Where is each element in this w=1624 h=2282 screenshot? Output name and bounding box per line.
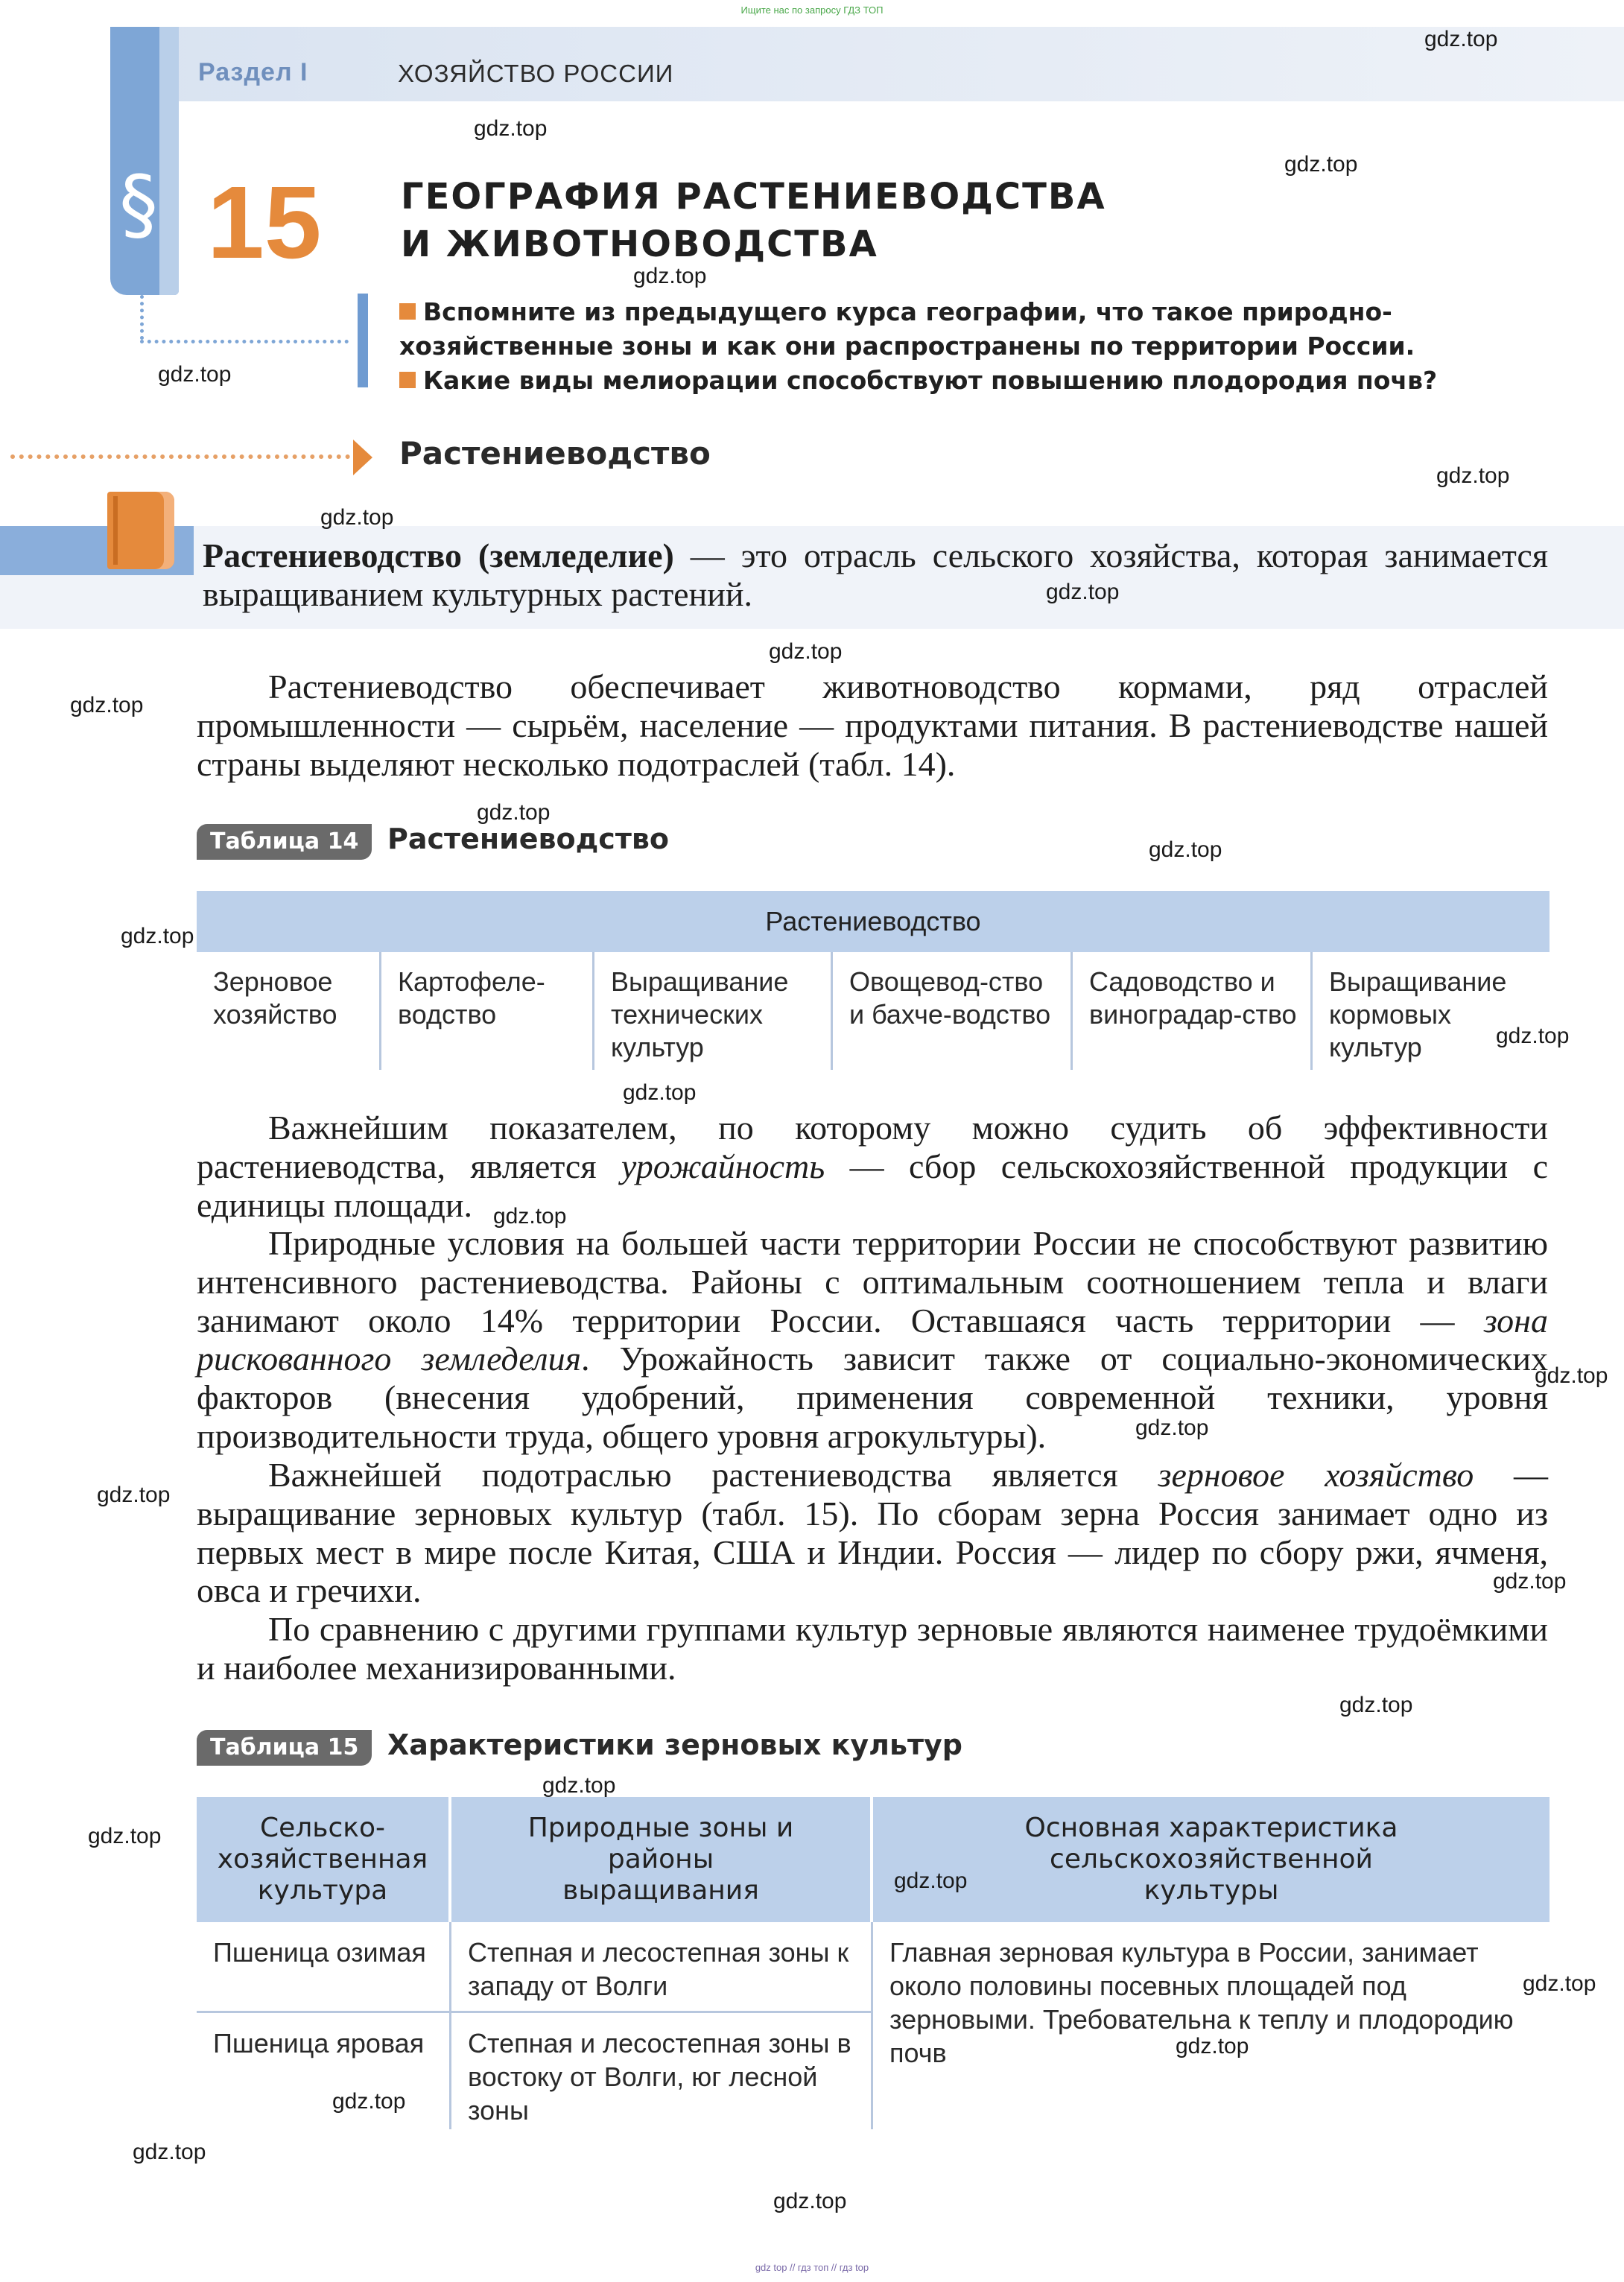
arrow-right-icon bbox=[353, 440, 372, 475]
watermark: gdz.top bbox=[1149, 837, 1222, 862]
recall-bar bbox=[358, 294, 368, 387]
table-header: Растениеводство bbox=[197, 891, 1550, 952]
table-cell: Пшеница озимая bbox=[197, 1922, 449, 2013]
watermark: gdz.top bbox=[88, 1824, 162, 1848]
table-cell: Садоводство и виноградар-ство bbox=[1073, 952, 1313, 1070]
recall-questions bbox=[399, 295, 1517, 398]
table-column bbox=[451, 1922, 873, 2129]
subheading: Растениеводство bbox=[399, 435, 711, 472]
watermark: gdz.top bbox=[1135, 1416, 1209, 1440]
table-cell: Степная и лесостепная зоны в востоку от Волги, юг лесной зоны bbox=[468, 2028, 851, 2126]
header-band bbox=[142, 27, 1624, 101]
watermark: gdz.top bbox=[894, 1869, 968, 1893]
watermark: gdz.top bbox=[97, 1483, 171, 1507]
book-icon bbox=[107, 492, 174, 569]
watermark: gdz.top bbox=[493, 1204, 567, 1229]
bottom-note: gdz top // гдз топ // гдз top bbox=[755, 2262, 869, 2273]
table-15 bbox=[197, 1797, 1550, 2129]
recall-question: Какие виды мелиорации способствуют повышению плодородия почв? bbox=[399, 364, 1517, 398]
watermark: gdz.top bbox=[133, 2140, 206, 2164]
paragraph: По сравнению с другими группами культур зерновые являются наименее трудоёмкими и наиболее механизированными. bbox=[197, 1610, 1548, 1687]
bullet-square-icon bbox=[399, 303, 416, 320]
top-note: Ищите нас по запросу ГДЗ ТОП bbox=[740, 4, 884, 16]
watermark: gdz.top bbox=[1523, 1971, 1596, 1996]
chapter-title-line2: И ЖИВОТНОВОДСТВА bbox=[401, 224, 878, 265]
table-cell: Выращивание технических культур bbox=[594, 952, 833, 1070]
section-label: Раздел I bbox=[198, 58, 308, 86]
watermark: gdz.top bbox=[1535, 1363, 1608, 1388]
definition bbox=[203, 536, 1548, 614]
bullet-square-icon bbox=[399, 372, 416, 388]
table-cell: Зерновое хозяйство bbox=[197, 952, 381, 1070]
decor-dotted-line bbox=[10, 454, 350, 459]
watermark: gdz.top bbox=[1339, 1693, 1413, 1717]
paragraph: Природные условия на большей части территории России не способствуют развитию интенсивного растениеводства. Районы с оптимальным соотношением тепла и влаги занимают около 14% территории России. Оставшаяся часть территории — зона рискованного земледелия. Урожайность зависит также от социально-экономических факторов (внесения удобрений, применения современной техники, уровня производительности труда, общего уровня агрокультуры). bbox=[197, 1224, 1548, 1455]
section-title: ХОЗЯЙСТВО РОССИИ bbox=[398, 60, 674, 87]
table-label: Таблица 15 bbox=[197, 1730, 372, 1766]
chapter-title-line1: ГЕОГРАФИЯ РАСТЕНИЕВОДСТВА bbox=[401, 176, 1106, 218]
table-cell: Главная зерновая культура в России, занимает около половины посевных площадей под зерновыми. Требовательна к теплу и плодородию почв bbox=[889, 1937, 1514, 2068]
table-title: Растениеводство bbox=[387, 823, 670, 855]
decor-dotted-line bbox=[140, 340, 349, 343]
watermark: gdz.top bbox=[1496, 1024, 1570, 1048]
watermark: gdz.top bbox=[769, 639, 843, 664]
table-label: Таблица 14 bbox=[197, 824, 372, 860]
watermark: gdz.top bbox=[158, 362, 232, 387]
table-row bbox=[197, 952, 1550, 1070]
table-header-cell: Основная характеристика сельскохозяйственной культуры bbox=[1024, 1813, 1398, 1906]
table-column bbox=[873, 1922, 1550, 2129]
watermark: gdz.top bbox=[633, 264, 707, 288]
term: зона рискованного земледелия bbox=[197, 1301, 1548, 1378]
watermark: gdz.top bbox=[1424, 27, 1498, 51]
table-cell: Пшеница яровая bbox=[213, 2028, 425, 2058]
table-cell: Выращивание кормовых культур bbox=[1329, 966, 1507, 1062]
table-cell: Овощевод-ство и бахче-водство bbox=[833, 952, 1073, 1070]
chapter-title bbox=[401, 173, 1106, 268]
watermark: gdz.top bbox=[474, 116, 548, 141]
watermark: gdz.top bbox=[320, 505, 394, 530]
decor-dotted-line bbox=[140, 295, 144, 340]
recall-question: Вспомните из предыдущего курса географии, что такое природно-хозяйственные зоны и как они распространены по территории России. bbox=[399, 297, 1415, 361]
watermark: gdz.top bbox=[1046, 580, 1120, 604]
watermark: gdz.top bbox=[332, 2089, 406, 2114]
watermark: gdz.top bbox=[1284, 152, 1358, 177]
paragraph-sign: § bbox=[119, 159, 158, 250]
table-14 bbox=[197, 891, 1550, 1070]
paragraph: Важнейшей подотраслью растениеводства является зерновое хозяйство — выращивание зерновых культур (табл. 15). По сборам зерна Россия занимает одно из первых мест в мире после Китая, США и Индии. Россия — лидер по сбору ржи, ячменя, овса и гречихи. bbox=[197, 1456, 1548, 1610]
table-cell: Картофеле-водство bbox=[381, 952, 594, 1070]
table-title: Характеристики зерновых культур bbox=[387, 1728, 963, 1761]
chapter-number: 15 bbox=[207, 165, 322, 280]
watermark: gdz.top bbox=[121, 924, 194, 948]
table-column bbox=[197, 1922, 451, 2129]
watermark: gdz.top bbox=[70, 693, 144, 717]
watermark: gdz.top bbox=[773, 2189, 847, 2213]
watermark: gdz.top bbox=[1176, 2034, 1249, 2058]
table-header-cell: Природные зоны и районы выращивания bbox=[451, 1797, 873, 1922]
watermark: gdz.top bbox=[542, 1773, 616, 1798]
definition-term: Растениеводство (земледелие) bbox=[203, 536, 674, 574]
paragraph: Важнейшим показателем, по которому можно судить об эффективности растениеводства, является урожайность — сбор сельскохозяйственной продукции с единицы площади. bbox=[197, 1109, 1548, 1224]
table-header-row bbox=[197, 1797, 1550, 1922]
table-cell: Степная и лесостепная зоны к западу от Волги bbox=[451, 1922, 871, 2013]
term: зерновое хозяйство bbox=[1158, 1456, 1474, 1494]
watermark: gdz.top bbox=[1436, 463, 1510, 488]
watermark: gdz.top bbox=[1493, 1569, 1567, 1594]
watermark: gdz.top bbox=[477, 800, 551, 825]
term: урожайность bbox=[621, 1147, 825, 1185]
table-header-cell: Сельско-хозяйственная культура bbox=[197, 1797, 451, 1922]
watermark: gdz.top bbox=[623, 1080, 697, 1105]
paragraph: Растениеводство обеспечивает животноводство кормами, ряд отраслей промышленности — сырьём, население — продуктами питания. В растениеводстве нашей страны выделяют несколько подотраслей (табл. 14). bbox=[197, 668, 1548, 783]
definition-text: — это отрасль сельского хозяйства, которая занимается выращиванием культурных растений. bbox=[203, 536, 1548, 613]
